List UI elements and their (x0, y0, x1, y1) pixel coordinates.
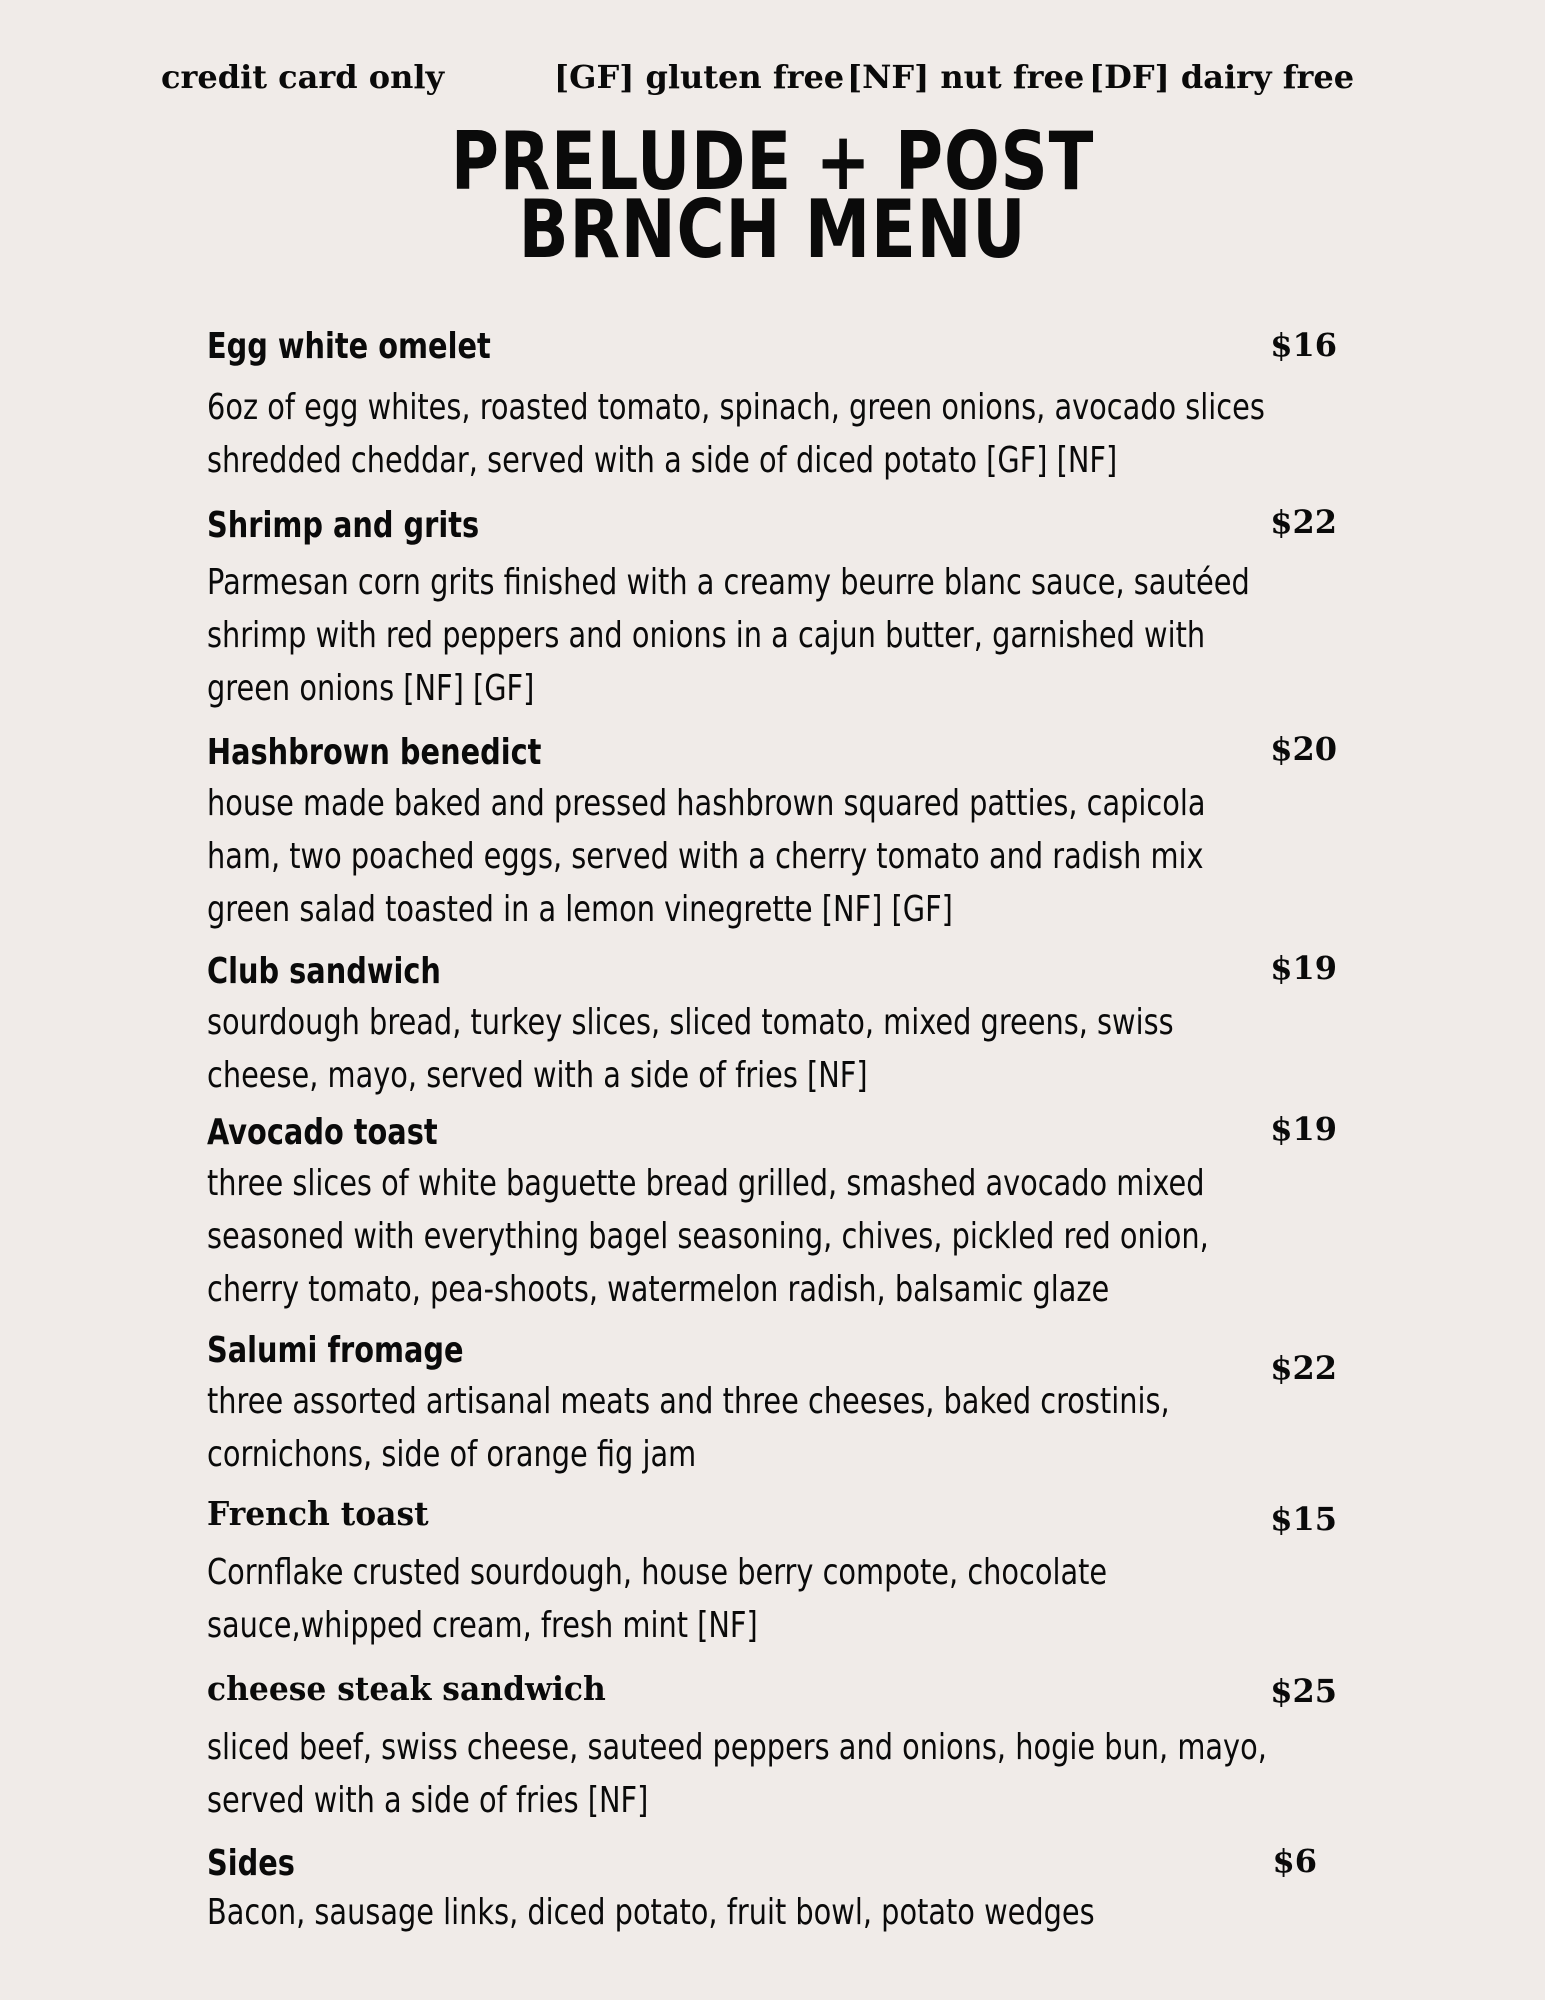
description-line: Bacon, sausage links, diced potato, fruit bowl, potato wedges (207, 1892, 1095, 1933)
item-price: $22 (1270, 503, 1337, 541)
legend-dairy-free: [DF] dairy free (1089, 58, 1355, 96)
item-name: cheese steak sandwich (207, 1669, 606, 1708)
legend-gluten-free: [GF] gluten free (554, 58, 845, 96)
item-price: $19 (1270, 1110, 1337, 1148)
item-description (207, 1157, 1207, 1316)
item-name: Avocado toast (207, 1112, 438, 1153)
description-line: shrimp with red peppers and onions in a cajun butter, garnished with (207, 615, 1206, 656)
item-name: French toast (207, 1494, 429, 1533)
description-line: sauce,whipped cream, fresh mint [NF] (207, 1605, 758, 1646)
description-line: green salad toasted in a lemon vinegrette [NF] [GF] (207, 889, 953, 930)
item-description (207, 1886, 1207, 1939)
item-description (207, 1721, 1267, 1827)
item-description (207, 996, 1207, 1102)
item-description (207, 1546, 1207, 1652)
item-description (207, 381, 1265, 487)
description-line: cornichons, side of orange fig jam (207, 1434, 697, 1475)
description-line: served with a side of fries [NF] (207, 1780, 649, 1821)
description-line: seasoned with everything bagel seasoning, chives, pickled red onion, (207, 1216, 1209, 1257)
description-line: Cornflake crusted sourdough, house berry compote, chocolate (207, 1552, 1108, 1593)
description-line: sourdough bread, turkey slices, sliced tomato, mixed greens, swiss (207, 1002, 1174, 1043)
description-line: cherry tomato, pea-shoots, watermelon radish, balsamic glaze (207, 1269, 1110, 1310)
menu-title-line-2: BRNCH MENU (518, 183, 1027, 276)
description-line: shredded cheddar, served with a side of diced potato [GF] [NF] (207, 440, 1118, 481)
item-name: Club sandwich (207, 951, 441, 992)
item-name: Salumi fromage (207, 1330, 464, 1371)
header-bar (0, 58, 1545, 108)
item-price: $25 (1270, 1672, 1337, 1710)
item-name: Hashbrown benedict (207, 732, 542, 773)
description-line: three assorted artisanal meats and three cheeses, baked crostinis, (207, 1381, 1170, 1422)
description-line: three slices of white baguette bread grilled, smashed avocado mixed (207, 1163, 1205, 1204)
payment-note: credit card only (161, 58, 445, 96)
item-name: Sides (207, 1843, 295, 1884)
item-price: $15 (1270, 1500, 1337, 1538)
description-line: green onions [NF] [GF] (207, 668, 535, 709)
item-name: Shrimp and grits (207, 505, 480, 546)
item-price: $22 (1270, 1349, 1337, 1387)
description-line: 6oz of egg whites, roasted tomato, spinach, green onions, avocado slices (207, 387, 1265, 428)
item-price: $6 (1272, 1842, 1317, 1880)
item-description (207, 1375, 1207, 1481)
item-price: $16 (1270, 326, 1337, 364)
item-description (207, 777, 1207, 936)
description-line: Parmesan corn grits finished with a creamy beurre blanc sauce, sautéed (207, 562, 1250, 603)
description-line: sliced beef, swiss cheese, sauteed peppers and onions, hogie bun, mayo, (207, 1727, 1267, 1768)
item-description (207, 556, 1250, 715)
description-line: house made baked and pressed hashbrown squared patties, capicola (207, 783, 1206, 824)
legend-nut-free: [NF] nut free (847, 58, 1085, 96)
menu-title-line-1: PRELUDE + POST (450, 115, 1095, 208)
item-price: $19 (1270, 949, 1337, 987)
item-price: $20 (1270, 730, 1337, 768)
menu-title (139, 115, 1406, 276)
description-line: cheese, mayo, served with a side of fries [NF] (207, 1055, 868, 1096)
item-name: Egg white omelet (207, 326, 491, 367)
description-line: ham, two poached eggs, served with a cherry tomato and radish mix (207, 836, 1204, 877)
